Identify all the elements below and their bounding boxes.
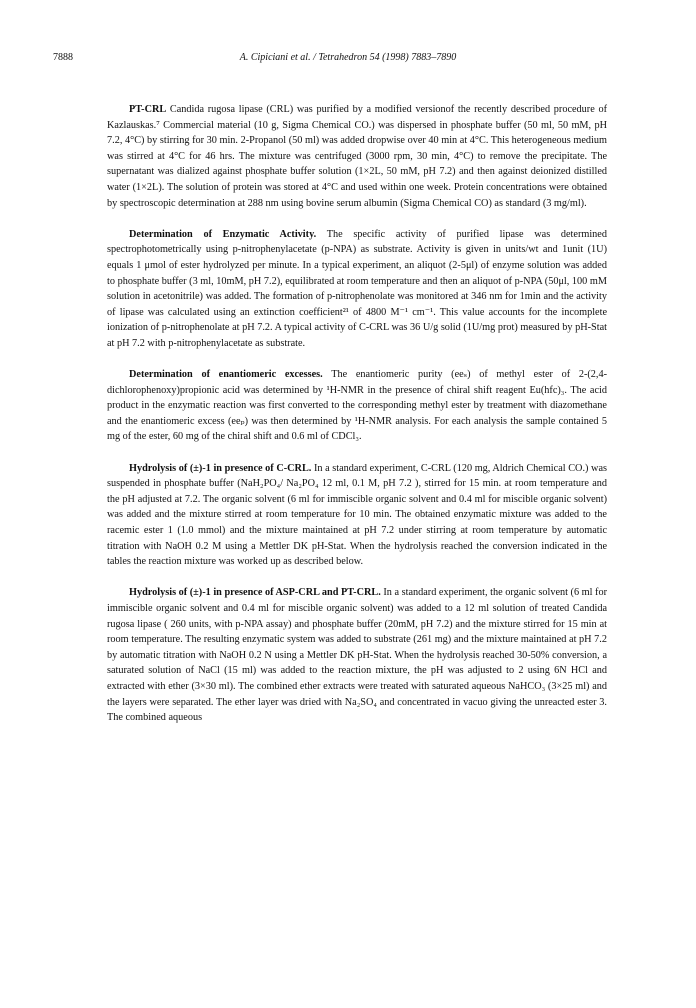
body-text — [107, 102, 607, 741]
paragraph-text: Candida rugosa lipase (CRL) was purified by a modified versionof the recently described procedure of Kazlauskas.⁷ Commercial material (10 g, Sigma Chemical CO.) was dispersed in phosphate buffer (50 ml, 50 mM, pH 7.2, 4°C) by stirring for 30 min. 2-Propanol (50 ml) was added dropwise over 40 min at 4°C. This heterogeneous medium was stirred at 4°C for 46 hrs. The mixture was centrifuged (3000 rpm, 30 min, 4°C) to remove the precipitate. The supernatant was dialized against phosphate buffer solution (1×2L, 50 mM, pH 7.2) and then against deionized distilled water (1×2L). The solution of protein was stored at 4°C and used within one week. Protein concentrations were obtained by spectroscopic determination at 288 nm using bovine serum albumin (Sigma Chemical CO) as standard (3 mg/ml). — [107, 104, 607, 209]
paragraph-heading: Determination of enantiomeric excesses. — [129, 369, 323, 381]
paragraph-enzymatic-activity — [107, 227, 607, 352]
paragraph-heading: PT-CRL — [129, 104, 167, 115]
paragraph-enantiomeric-excess — [107, 367, 607, 445]
page-header — [0, 52, 696, 66]
paragraph-pt-crl — [107, 102, 607, 211]
paragraph-text: The enantiomeric purity (eeₛ) of methyl ester of 2-(2,4-dichlorophenoxy)propionic acid was determined by ¹H-NMR in the presence of chiral shift reagent Eu(hfc)₃. The acid product in the enzymatic reaction was first converted to the corresponding methyl ester by treatment with diazomethane and the enantiomeric excess (eeₚ) was then determined by ¹H-NMR analysis. For each analysis the sample contained 5 mg of the ester, 60 mg of the chiral shift and 0.6 ml of CDCl₃. — [107, 369, 608, 443]
running-head: A. Cipiciani et al. / Tetrahedron 54 (1998) 7883–7890 — [239, 52, 457, 63]
paragraph-text: In a standard experiment, C-CRL (120 mg, Aldrich Chemical CO.) was suspended in phosphate buffer (NaH₂PO₄/ Na₂PO₄ 12 ml, 0.1 M, pH 7.2 ), stirred for 15 min. at room temperature and the pH adjusted at 7.2. The organic solvent (6 ml for immiscible organic solvent and 0.4 ml for miscible organic solvent) was added and the mixture stirred at room temperature for 10 min. The obtained enzymatic mixture was added to the racemic ester 1 (1.0 mmol) and the mixture maintained at pH 7.2 under stirring at room temperature by automatic titration with NaOH 0.2 M using a Mettler DK pH-Stat. When the hydrolysis reached the conversion indicated in the tables the reaction mixture was worked up as described below. — [107, 462, 607, 568]
page-number: 7888 — [53, 52, 73, 63]
paragraph-heading: Hydrolysis of (±)-1 in presence of C-CRL. — [129, 462, 312, 474]
paragraph-hydrolysis-c-crl — [107, 461, 607, 570]
paragraph-text: In a standard experiment, the organic solvent (6 ml for immiscible organic solvent and 0.4 ml for miscible organic solvent) was added to a 12 ml solution of treated Candida rugosa lipase ( 260 units, with p-NPA assay) and phosphate buffer (20mM, pH 7.2) and the mixture stirred for 15 min at room temperature. The resulting enzymatic system was added to substrate (261 mg) and the mixture maintained at pH 7.2 by automatic titration with NaOH 0.2 N using a Mettler DK pH-Stat. When the hydrolysis reached 30-50% conversion, a saturated solution of NaCl (15 ml) was added to the reaction mixture, the pH was adjusted to 2 using 6N HCl and extracted with ether (3×30 ml). The combined ether extracts were treated with saturated aqueous NaHCO₃ (3×25 ml) and the layers were separated. The ether layer was dried with Na₂SO₄ and concentrated in vacuo giving the unreacted ester 3. The combined aqueous — [107, 587, 607, 724]
paragraph-text: The specific activity of purified lipase was determined spectrophotometrically using p-nitrophenylacetate (p-NPA) as substrate. Activity is given in units/wt and 1unit (1U) equals 1 μmol of ester hydrolyzed per minute. In a typical experiment, an aliquot (2-5μl) of enzyme solution was added to phosphate buffer (3 ml, 10mM, pH 7.2), equilibrated at room temperature and then an aliquot of p-NPA (50μl, 100 mM solution in acetonitrile) was added. The formation of p-nitrophenolate was monitored at 346 nm for 1min and the activity of lipase was calculated using an extinction coefficient²¹ of 4800 M⁻¹ cm⁻¹. This value accounts for the incomplete ionization of p-nitrophenolate at pH 7.2. A typical activity of C-CRL was 36 U/g solid (1U/mg prot) measured by pH-Stat at pH 7.2 with p-nitrophenylacetate as substrate. — [107, 228, 607, 349]
paragraph-heading: Determination of Enzymatic Activity. — [129, 228, 317, 240]
paragraph-heading: Hydrolysis of (±)-1 in presence of ASP-CRL and PT-CRL. — [129, 587, 381, 599]
paragraph-hydrolysis-asp-pt-crl — [107, 585, 607, 725]
